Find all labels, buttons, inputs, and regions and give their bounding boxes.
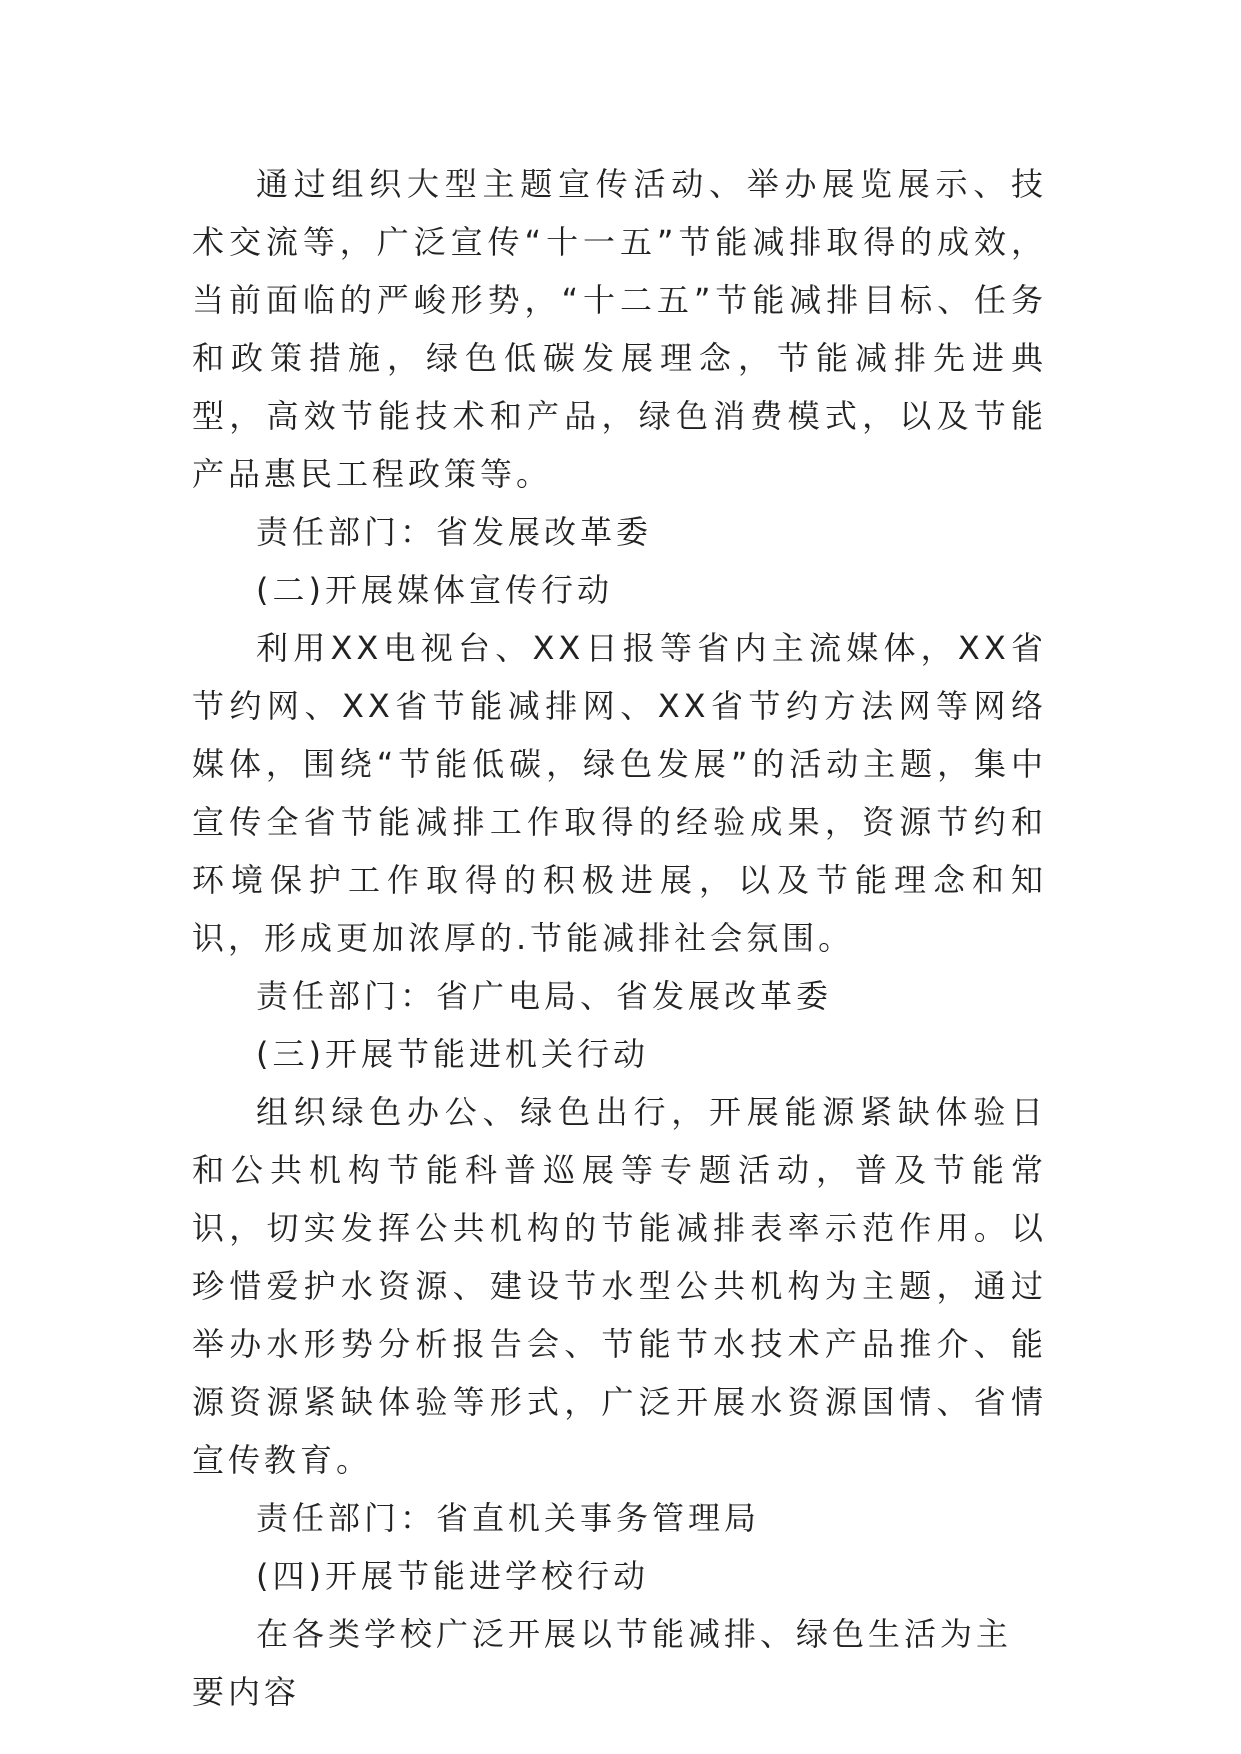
paragraph-media-publicity: 利用XX电视台、XX日报等省内主流媒体，XX省节约网、XX省节能减排网、XX省节约方法网等网络媒体，围绕“节能低碳，绿色发展”的活动主题，集中宣传全省节能减排工作取得的经验成果，资源节约和环境保护工作取得的积极进展，以及节能理念和知识，形成更加浓厚的.节能减排社会氛围。	[192, 629, 1047, 957]
paragraph-publicity-events: 通过组织大型主题宣传活动、举办展览展示、技术交流等，广泛宣传“十一五”节能减排取得的成效，当前面临的严峻形势，“十二五”节能减排目标、任务和政策措施，绿色低碳发展理念，节能减排先进典型，高效节能技术和产品，绿色消费模式，以及节能产品惠民工程政策等。	[192, 165, 1047, 493]
section-heading-government: (三)开展节能进机关行动	[256, 1035, 649, 1073]
responsible-department: 责任部门：省直机关事务管理局	[256, 1499, 761, 1537]
responsible-department: 责任部门：省广电局、省发展改革委	[256, 977, 833, 1015]
document-body	[192, 155, 1047, 1721]
section-heading-schools: (四)开展节能进学校行动	[256, 1557, 649, 1595]
paragraph-government-offices: 组织绿色办公、绿色出行，开展能源紧缺体验日和公共机构节能科普巡展等专题活动，普及节能常识，切实发挥公共机构的节能减排表率示范作用。以珍惜爱护水资源、建设节水型公共机构为主题，通过举办水形势分析报告会、节能节水技术产品推介、能源资源紧缺体验等形式，广泛开展水资源国情、省情宣传教育。	[192, 1093, 1047, 1479]
section-heading-media: (二)开展媒体宣传行动	[256, 571, 613, 609]
paragraph-schools: 在各类学校广泛开展以节能减排、绿色生活为主要内容	[192, 1615, 1013, 1711]
responsible-department: 责任部门：省发展改革委	[256, 513, 653, 551]
